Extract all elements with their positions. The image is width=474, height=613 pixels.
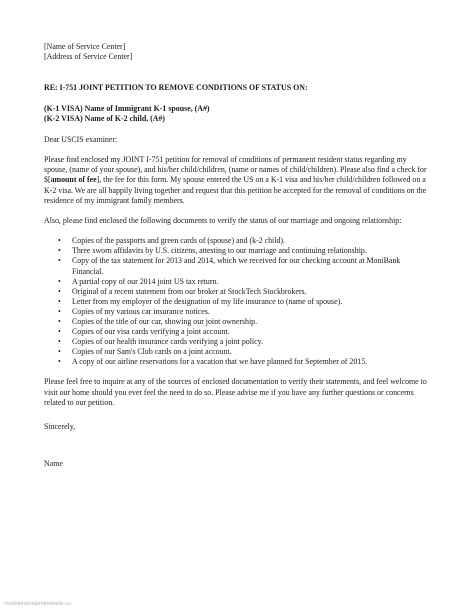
visa-line-k2: (K-2 VISA) Name of K-2 child, (A#) — [44, 114, 166, 124]
intro-text-end: ], the fee for this form. My spouse entered the US on a K-1 visa and his/her child/children followed on a K-2 visa. We are all happily living together and request that this petition be accepted for the removal of conditions on the residence of my immigrant family members. — [44, 175, 427, 205]
document-list-item-text: Copies of our visa cards verifying a joint account. — [72, 327, 230, 337]
fee-amount-placeholder: amount of fee — [50, 175, 97, 185]
document-list-item-text: Copies of our Sam's Club cards on a joint account. — [72, 347, 232, 357]
bullet-icon: • — [58, 276, 61, 286]
document-list-item-text: Original of a recent statement from our broker at StockTech Stockbrokers. — [72, 286, 307, 296]
document-list-item — [58, 357, 428, 367]
document-list-item — [58, 256, 428, 276]
document-list-item-text: Copy of the tax statement for 2013 and 2014, which we received for our checking account at MoniBank Financial. — [72, 256, 401, 276]
bullet-icon: • — [58, 286, 61, 296]
document-list-item-text: Letter from my employer of the designation of my life insurance to (name of spouse). — [72, 296, 343, 306]
bullet-icon: • — [58, 296, 61, 306]
intro-paragraph — [44, 155, 428, 206]
document-list-item-text: Copies of the title of our car, showing our joint ownership. — [72, 317, 258, 326]
document-list-item-text: Copies of my various car insurance notices. — [72, 306, 210, 316]
document-list-item-text: Copies of the passports and green cards of (spouse) and (k-2 child). — [72, 236, 285, 246]
intro-text-start: Please find enclosed my JOINT I-751 petition for removal of conditions of permanent resident status regarding my spouse, (name of your spouse), and his/her child/children, (name or names of child/children). Please also find a check for $[ — [44, 155, 427, 185]
service-center-address: [Address of Service Center] — [44, 52, 133, 62]
bullet-icon: • — [58, 306, 61, 316]
signature-name: Name — [44, 459, 63, 469]
recipient-address-block — [44, 42, 428, 63]
document-list-item-text: Three sworn affidavits by U.S. citizens, attesting to our marriage and continuing relationship. — [72, 246, 367, 256]
document-list-item-text: Copies of our health insurance cards verifying a joint policy. — [72, 337, 264, 347]
documents-list — [44, 236, 428, 367]
document-list-item-text: A copy of our airline reservations for a vacation that we have planned for September of 2015. — [72, 357, 368, 367]
closing-paragraph: Please feel free to inquire at any of the sources of enclosed documentation to verify their statements, and feel welcome to visit our home should you ever feel the need to do so. Please advise me if you have any further questions or concerns related to our petition. — [44, 377, 427, 407]
document-list-item-text: A partial copy of our 2014 joint US tax return. — [72, 276, 219, 286]
subject-line: RE: I-751 JOINT PETITION TO REMOVE CONDITIONS OF STATUS ON: — [44, 82, 308, 92]
visa-line-k1: (K-1 VISA) Name of Immigrant K-1 spouse, (A#) — [44, 104, 210, 114]
document-list-item — [58, 317, 428, 327]
bullet-icon: • — [58, 327, 61, 337]
closing-salutation: Sincerely, — [44, 422, 76, 432]
bullet-icon: • — [58, 337, 61, 347]
bullet-icon: • — [58, 347, 61, 357]
visa-holders-block — [44, 104, 428, 125]
document-list-item — [58, 347, 428, 357]
document-list-item — [58, 306, 428, 317]
document-list-item — [58, 246, 428, 256]
bullet-icon: • — [58, 357, 61, 367]
documents-intro-paragraph: Also, please find enclosed the following documents to verify the status of our marriage and ongoing relationship: — [44, 216, 402, 226]
bullet-icon: • — [58, 246, 61, 256]
document-list-item — [58, 276, 428, 287]
document-list-item — [58, 236, 428, 246]
document-list-item — [58, 337, 428, 347]
bullet-icon: • — [58, 256, 61, 266]
document-list-item — [58, 296, 428, 307]
salutation: Dear USCIS examiner: — [44, 134, 118, 144]
watermark: modeloramajorminimalis.co — [4, 600, 71, 607]
document-list-item — [58, 286, 428, 297]
service-center-name: [Name of Service Center] — [44, 42, 126, 51]
document-list-item — [58, 327, 428, 337]
bullet-icon: • — [58, 317, 61, 326]
bullet-icon: • — [58, 236, 61, 246]
